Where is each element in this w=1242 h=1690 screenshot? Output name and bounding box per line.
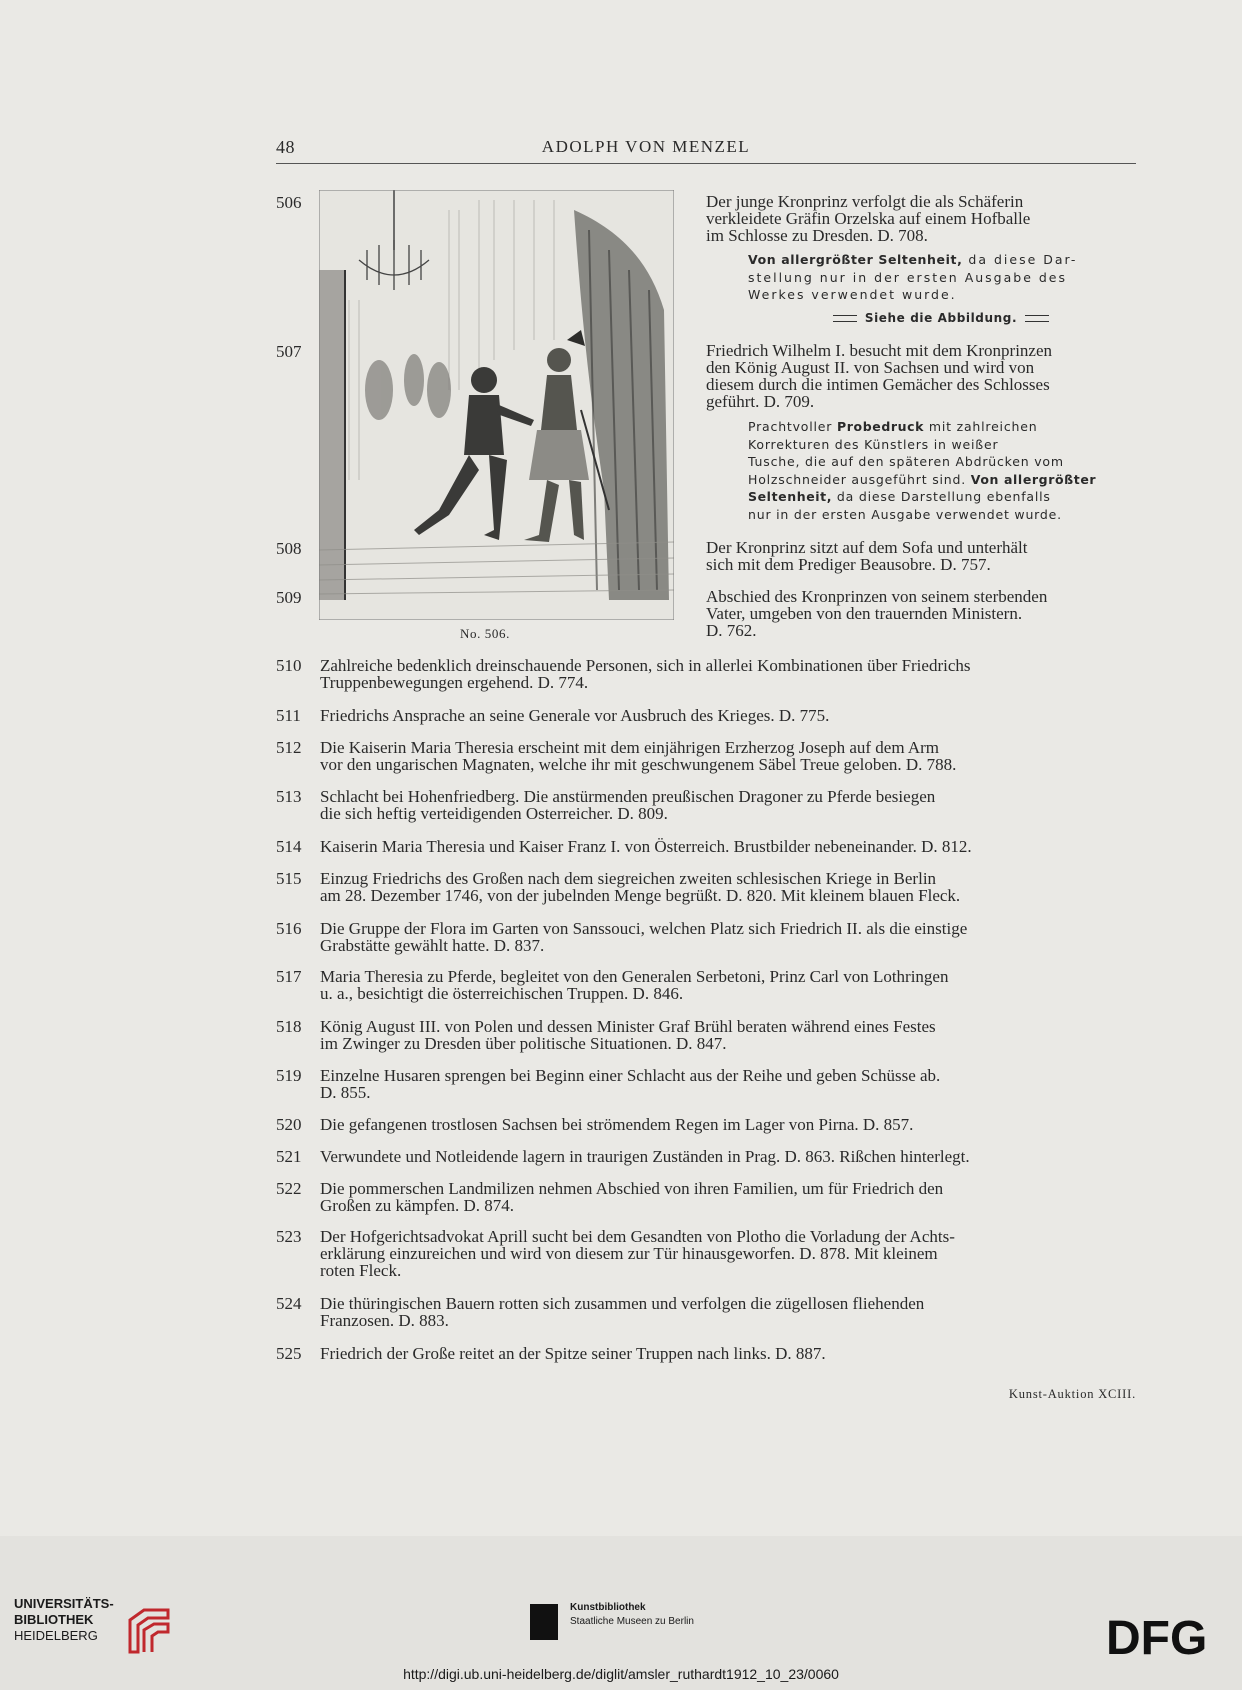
note-text: mit zahlreichen	[924, 419, 1038, 434]
entry-text	[320, 1148, 1136, 1165]
figure-reference-text: Siehe die Abbildung.	[864, 311, 1018, 325]
entry-number: 519	[276, 1066, 302, 1085]
entry-line: geführt. D. 709.	[706, 392, 815, 411]
entry-text	[320, 870, 1136, 904]
entry-line: Franzosen. D. 883.	[320, 1311, 449, 1330]
list-item	[276, 1067, 1136, 1101]
entry-line: Truppenbewegungen ergehend. D. 774.	[320, 673, 589, 692]
entry-number: 515	[276, 869, 302, 888]
entry-number: 514	[276, 837, 302, 856]
note-bold: Von allergrößter Seltenheit,	[748, 252, 963, 267]
entry-line: den König August II. von Sachsen und wird von	[706, 358, 1035, 377]
dfg-text: DFG	[1106, 1614, 1208, 1658]
entry-line: Friedrich der Große reitet an der Spitze seiner Truppen nach links. D. 887.	[320, 1344, 826, 1363]
entry-number: 522	[276, 1179, 302, 1198]
entry-number: 521	[276, 1147, 302, 1166]
list-item	[276, 1295, 1136, 1329]
note-text: da diese Darstellung ebenfalls	[832, 489, 1051, 504]
entry-line: Maria Theresia zu Pferde, begleitet von den Generalen Serbetoni, Prinz Carl von Lothringen	[320, 967, 949, 986]
note-line	[748, 488, 1136, 506]
entry-number: 516	[276, 919, 302, 938]
list-item	[276, 707, 1136, 724]
logo-text-block	[570, 1601, 694, 1629]
entry-note	[748, 418, 1136, 523]
entry-line: König August III. von Polen und dessen Minister Graf Brühl beraten während eines Festes	[320, 1017, 936, 1036]
list-item	[276, 1148, 1136, 1165]
entry-text	[320, 1180, 1136, 1214]
entry-line: Die Gruppe der Flora im Garten von Sanssouci, welchen Platz sich Friedrich II. als die einstige	[320, 919, 968, 938]
list-item	[276, 920, 1136, 954]
list-item	[276, 1345, 1136, 1362]
kunstbibliothek-mark-icon	[530, 1604, 558, 1640]
header-rule	[276, 163, 1136, 164]
note-text: Prachtvoller	[748, 419, 838, 434]
entry-number: 518	[276, 1017, 302, 1036]
note-bold: Von allergrößter	[970, 471, 1097, 487]
running-title: ADOLPH VON MENZEL	[541, 137, 751, 156]
entry-line: Die pommerschen Landmilizen nehmen Abschied von ihren Familien, um für Friedrich den	[320, 1179, 944, 1198]
note-line	[748, 471, 1136, 489]
entry-text	[320, 1116, 1136, 1133]
entry-line: D. 855.	[320, 1083, 371, 1102]
kunstbibliothek-logo[interactable]	[530, 1601, 694, 1629]
note-line: Tusche, die auf den späteren Abdrücken vom	[748, 454, 1064, 469]
entry-text	[706, 193, 1136, 244]
entry-line: Der junge Kronprinz verfolgt die als Schäferin	[706, 192, 1024, 211]
entry-line: im Zwinger zu Dresden über politische Situationen. D. 847.	[320, 1034, 727, 1053]
entry-line: Die thüringischen Bauern rotten sich zusammen und verfolgen die zügellosen fliehenden	[320, 1294, 925, 1313]
list-item	[276, 1018, 1136, 1052]
illustration-engraving	[319, 190, 674, 620]
entry-line: Einzelne Husaren sprengen bei Beginn einer Schlacht aus der Reihe und geben Schüsse ab.	[320, 1066, 941, 1085]
entry-number: 510	[276, 656, 302, 675]
entry-line: verkleidete Gräfin Orzelska auf einem Hofballe	[706, 209, 1031, 228]
entry-text	[320, 657, 1136, 691]
entry-text	[320, 1018, 1136, 1052]
entry-text	[320, 707, 1136, 724]
entry-number: 506	[276, 193, 302, 212]
entry-line: Grabstätte gewählt hatte. D. 837.	[320, 936, 545, 955]
entry-line: Vater, umgeben von den trauernden Ministern.	[706, 604, 1023, 623]
list-item	[276, 739, 1136, 773]
note-bold: Probedruck	[837, 419, 925, 434]
note-text: Holzschneider ausgeführt sind.	[748, 471, 971, 487]
note-line: nur in der ersten Ausgabe verwendet wurde.	[748, 506, 1062, 522]
note-line: stellung nur in der ersten Ausgabe des	[748, 269, 1068, 285]
list-item	[276, 1180, 1136, 1214]
entry-number: 523	[276, 1227, 302, 1246]
list-item	[276, 968, 1136, 1002]
entry-text	[320, 1228, 1136, 1279]
decorative-rule	[833, 315, 857, 322]
decorative-rule	[1025, 315, 1049, 322]
entry-line: die sich heftig verteidigenden Osterreicher. D. 809.	[320, 804, 668, 823]
entry-number: 513	[276, 787, 302, 806]
entry-line: D. 762.	[706, 621, 757, 640]
note-line	[748, 418, 1136, 436]
entry-text	[320, 739, 1136, 773]
note-line	[748, 251, 1136, 269]
entry-line: Einzug Friedrichs des Großen nach dem siegreichen zweiten schlesischen Kriege in Berlin	[320, 869, 937, 888]
entry-line: Kaiserin Maria Theresia und Kaiser Franz I. von Österreich. Brustbilder nebeneinander. D. 812.	[320, 837, 972, 856]
list-item	[276, 838, 1136, 855]
entry-text	[320, 788, 1136, 822]
logo-text: HEIDELBERG	[14, 1628, 98, 1643]
note-line: Korrekturen des Künstlers in weißer	[748, 436, 999, 452]
list-item	[276, 657, 1136, 691]
logo-text: Kunstbibliothek	[570, 1602, 646, 1613]
entry-number: 508	[276, 539, 302, 558]
entry-text	[320, 1295, 1136, 1329]
entry-line: im Schlosse zu Dresden. D. 708.	[706, 226, 928, 245]
entry-line: roten Fleck.	[320, 1261, 402, 1280]
imprint-signature: Kunst-Auktion XCIII.	[1008, 1387, 1136, 1401]
entry-line: Die gefangenen trostlosen Sachsen bei strömendem Regen im Lager von Pirna. D. 857.	[320, 1115, 914, 1134]
list-item	[276, 1116, 1136, 1133]
entry-number: 507	[276, 342, 302, 361]
entry-text	[706, 588, 1136, 639]
entry-line: Großen zu kämpfen. D. 874.	[320, 1196, 515, 1215]
entry-line: Zahlreiche bedenklich dreinschauende Personen, sich in allerlei Kombinationen über Friedrichs	[320, 656, 971, 675]
entry-line: Der Hofgerichtsadvokat Aprill sucht bei dem Gesandten von Plotho die Vorladung der Achts-	[320, 1227, 955, 1246]
entry-line: sich mit dem Prediger Beausobre. D. 757.	[706, 555, 991, 574]
entry-number: 524	[276, 1294, 302, 1313]
entry-text	[320, 1345, 1136, 1362]
entry-line: u. a., besichtigt die österreichischen Truppen. D. 846.	[320, 984, 684, 1003]
entry-line: Die Kaiserin Maria Theresia erscheint mit dem einjährigen Erzherzog Joseph auf dem Arm	[320, 738, 940, 757]
entry-line: Verwundete und Notleidende lagern in traurigen Zuständen in Prag. D. 863. Rißchen hinterlegt.	[320, 1147, 970, 1166]
entry-line: Schlacht bei Hohenfriedberg. Die anstürmenden preußischen Dragoner zu Pferde besiegen	[320, 787, 936, 806]
list-item	[276, 1228, 1136, 1279]
note-bold: Seltenheit,	[748, 489, 833, 504]
logo-text: UNIVERSITÄTS-	[14, 1596, 114, 1611]
entry-text	[706, 342, 1136, 410]
entry-line: erklärung einzureichen und wird von diesem zur Tür hinausgeworfen. D. 878. Mit kleinem	[320, 1244, 938, 1263]
entry-number: 511	[276, 706, 301, 725]
entry-line: Friedrich Wilhelm I. besucht mit dem Kronprinzen	[706, 341, 1053, 360]
ub-mark-icon	[126, 1606, 172, 1656]
entry-text	[706, 539, 1136, 573]
note-text: da diese Dar-	[962, 252, 1078, 267]
page-number: 48	[276, 137, 295, 157]
entry-line: vor den ungarischen Magnaten, welche ihr mit geschwungenem Säbel Treue geloben. D. 788.	[320, 755, 957, 774]
entry-text	[320, 838, 1136, 855]
entry-line: am 28. Dezember 1746, von der jubelnden Menge begrüßt. D. 820. Mit kleinem blauen Fleck.	[320, 886, 961, 905]
entry-line: Friedrichs Ansprache an seine Generale vor Ausbruch des Krieges. D. 775.	[320, 706, 830, 725]
engraving-image	[319, 190, 674, 620]
list-item	[276, 870, 1136, 904]
entry-number: 520	[276, 1115, 302, 1134]
entry-note	[748, 251, 1136, 304]
note-line: Werkes verwendet wurde.	[748, 287, 957, 302]
entry-text	[320, 968, 1136, 1002]
entry-text	[320, 1067, 1136, 1101]
logo-text: Staatliche Museen zu Berlin	[570, 1616, 694, 1627]
entry-line: diesem durch die intimen Gemächer des Schlosses	[706, 375, 1050, 394]
illustration-caption: No. 506.	[460, 626, 510, 641]
entry-text	[320, 920, 1136, 954]
entry-line: Abschied des Kronprinzen von seinem sterbenden	[706, 587, 1048, 606]
entry-number: 517	[276, 967, 302, 986]
entry-line: Der Kronprinz sitzt auf dem Sofa und unterhält	[706, 538, 1028, 557]
permalink-url[interactable]: http://digi.ub.uni-heidelberg.de/diglit/amsler_ruthardt1912_10_23/0060	[403, 1666, 839, 1682]
dfg-logo[interactable]	[1106, 1614, 1224, 1658]
list-item	[276, 788, 1136, 822]
entry-number: 509	[276, 588, 302, 607]
logo-text: BIBLIOTHEK	[14, 1612, 94, 1627]
entry-number: 525	[276, 1344, 302, 1363]
entry-number: 512	[276, 738, 302, 757]
figure-reference	[746, 311, 1136, 325]
